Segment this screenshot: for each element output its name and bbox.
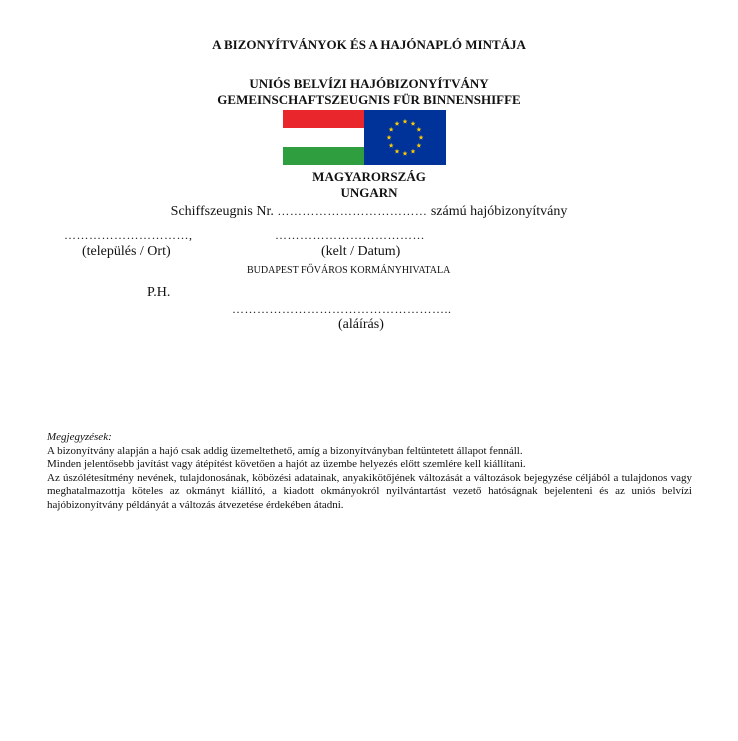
date-field: ……………………………… <box>275 228 425 242</box>
certificate-title-de: GEMEINSCHAFTSZEUGNIS FÜR BINNENSHIFFE <box>217 92 521 107</box>
flag-stripe-green <box>283 147 364 165</box>
place-label: (település / Ort) <box>82 244 171 259</box>
certificate-number-suffix: számú hajóbizonyítvány <box>430 204 568 219</box>
certificate-number-prefix: Schiffszeugnis Nr. <box>170 204 274 219</box>
certificate-number-line <box>0 204 738 220</box>
issuing-authority: BUDAPEST FŐVÁROS KORMÁNYHIVATALA <box>247 265 451 276</box>
notes-section <box>47 431 692 512</box>
certificate-title-hu: UNIÓS BELVÍZI HAJÓBIZONYÍTVÁNY <box>249 76 489 91</box>
place-field: …………………………, <box>64 228 193 242</box>
stamp-place-label: P.H. <box>147 285 171 300</box>
country-name-hu: MAGYARORSZÁG <box>312 169 426 184</box>
flag-stripe-red <box>283 110 364 128</box>
note-item: Az úszólétesítmény nevének, tulajdonosának, köbözési adatainak, anyakikötőjének változását a változások bejegyzése céljából a tulajdonos vagy meghatalmazottja köteles az okmányt kiállító, a kiadott okmányokról nyilvántartást vezető hatóságnak bejelenteni és az uniós belvízi hajóbizonyítvány példányát a változás átvezetése érdekében átadni. <box>47 471 692 511</box>
certificate-number-field: ……………………………… <box>277 204 428 218</box>
eu-flag <box>364 110 446 165</box>
note-item: Minden jelentősebb javítást vagy átépítést követően a hajót az üzembe helyezés előtt szemlére kell kiállítani. <box>47 458 526 470</box>
signature-field: …………………………………………….. <box>232 302 452 316</box>
date-label: (kelt / Datum) <box>321 244 401 259</box>
flag-stripe-white <box>283 128 364 146</box>
eu-flag-field <box>364 110 446 165</box>
hungarian-flag <box>283 110 364 165</box>
notes-title: Megjegyzések: <box>47 431 112 443</box>
country-name-de: UNGARN <box>340 185 398 200</box>
signature-label: (aláírás) <box>338 317 384 332</box>
note-item: A bizonyítvány alapján a hajó csak addig üzemeltethető, amíg a bizonyítványban feltüntetett állapot fennáll. <box>47 444 523 457</box>
document-title: A BIZONYÍTVÁNYOK ÉS A HAJÓNAPLÓ MINTÁJA <box>212 37 526 52</box>
